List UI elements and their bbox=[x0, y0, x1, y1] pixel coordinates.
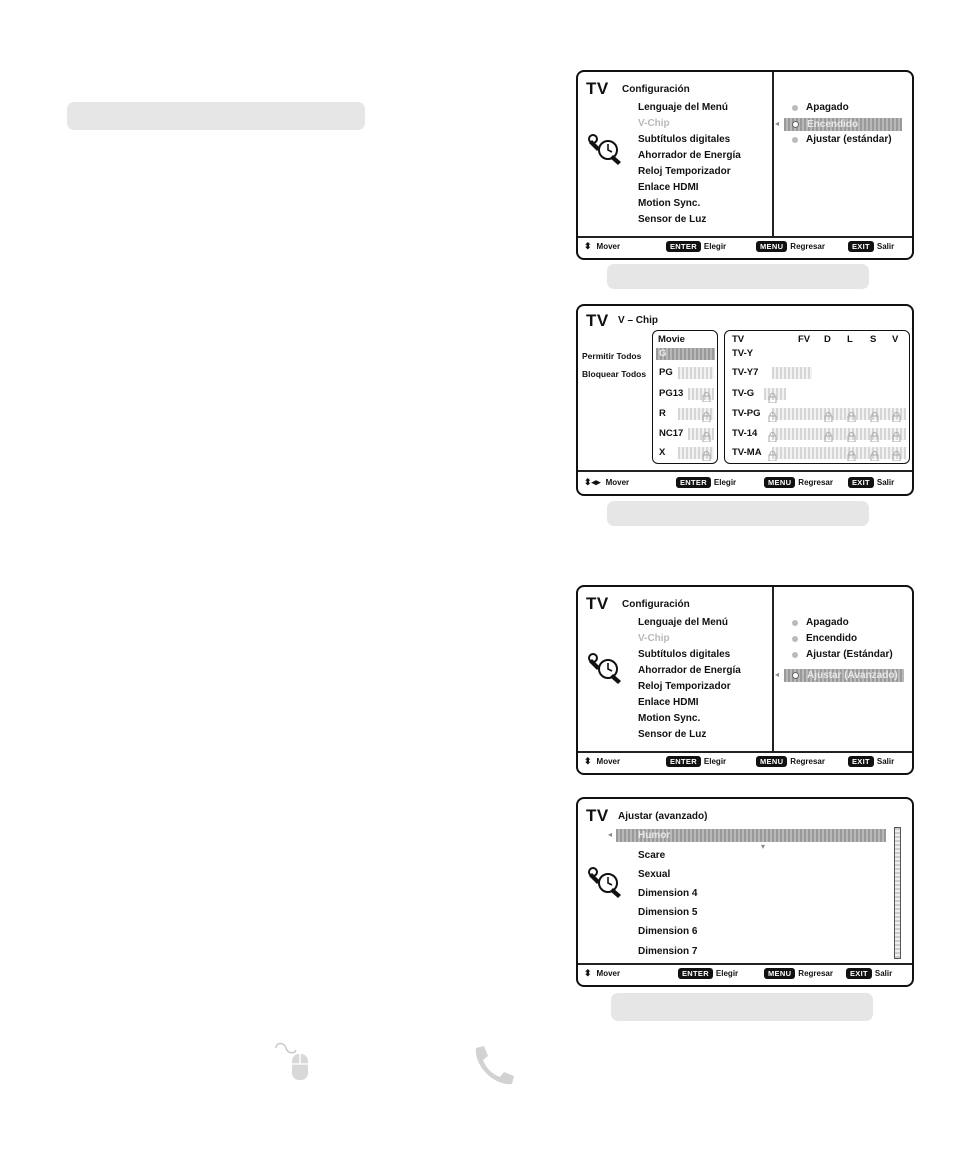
screen-configuracion-2 bbox=[576, 585, 914, 775]
tv-logo: TV bbox=[586, 79, 609, 98]
menu-item-language[interactable]: Lenguaje del Menú bbox=[638, 617, 729, 628]
menu-item-hdmi[interactable]: Enlace HDMI bbox=[638, 697, 699, 708]
footer-back-label: Regresar bbox=[798, 477, 833, 487]
wrench-clock-icon bbox=[588, 865, 624, 901]
footer-move-label: Mover bbox=[605, 477, 630, 487]
menu-item-vchip[interactable]: V-Chip bbox=[638, 633, 670, 644]
footer-exit[interactable] bbox=[848, 477, 894, 488]
option-label: Encendido bbox=[806, 633, 858, 644]
allow-all-button[interactable]: Permitir Todos bbox=[582, 351, 642, 361]
lock-icon bbox=[847, 409, 856, 419]
option-off[interactable] bbox=[792, 102, 849, 113]
hatch-cell bbox=[772, 408, 906, 420]
lock-icon bbox=[870, 448, 879, 458]
menu-title: Configuración bbox=[622, 599, 690, 610]
footer-exit[interactable] bbox=[846, 968, 892, 979]
movie-rating-r[interactable]: R bbox=[659, 408, 666, 419]
menu-item-motion[interactable]: Motion Sync. bbox=[638, 713, 701, 724]
tv-rating-pg[interactable]: TV-PG bbox=[732, 408, 761, 419]
lock-icon bbox=[824, 429, 833, 439]
option-label: Ajustar (Avanzado) bbox=[807, 670, 898, 681]
footer-move-label: Mover bbox=[596, 968, 621, 978]
lock-icon bbox=[702, 429, 711, 439]
menu-title: V – Chip bbox=[618, 315, 659, 326]
caption-bar-1 bbox=[607, 264, 869, 289]
footer-bar bbox=[578, 470, 912, 494]
menu-item-energy[interactable]: Ahorrador de Energía bbox=[638, 665, 741, 676]
caption-bar-top-left bbox=[67, 102, 365, 130]
menu-item-motion[interactable]: Motion Sync. bbox=[638, 198, 701, 209]
lock-icon bbox=[824, 409, 833, 419]
updown-arrows-icon: ⬍ bbox=[584, 240, 592, 251]
option-standard[interactable] bbox=[792, 649, 893, 660]
lock-icon bbox=[870, 429, 879, 439]
left-arrow-icon: ◂ bbox=[608, 830, 613, 839]
option-advanced-selected[interactable] bbox=[784, 669, 904, 682]
menu-item-language[interactable]: Lenguaje del Menú bbox=[638, 102, 729, 113]
footer-move-label: Mover bbox=[596, 756, 621, 766]
tv-logo: TV bbox=[586, 594, 609, 613]
menu-item-vchip[interactable]: V-Chip bbox=[638, 118, 670, 129]
exit-key: EXIT bbox=[848, 756, 874, 767]
footer-menu[interactable] bbox=[764, 968, 833, 979]
footer-select-label: Elegir bbox=[703, 241, 727, 251]
movie-rating-pg13[interactable]: PG13 bbox=[659, 388, 684, 399]
radio-icon bbox=[792, 652, 798, 658]
footer-menu[interactable] bbox=[764, 477, 833, 488]
menu-key: MENU bbox=[764, 477, 795, 488]
menu-item-timer[interactable]: Reloj Temporizador bbox=[638, 681, 731, 692]
wrench-clock-icon bbox=[588, 651, 624, 687]
hatch-cell bbox=[772, 367, 812, 379]
exit-key: EXIT bbox=[846, 968, 872, 979]
radio-icon bbox=[792, 105, 798, 111]
option-label: Apagado bbox=[806, 102, 849, 113]
tv-rating-14[interactable]: TV-14 bbox=[732, 428, 758, 439]
option-label: Ajustar (estándar) bbox=[806, 134, 892, 145]
tv-rating-y7[interactable]: TV-Y7 bbox=[732, 367, 759, 378]
hatch-cell bbox=[772, 447, 906, 459]
menu-item-timer[interactable]: Reloj Temporizador bbox=[638, 166, 731, 177]
radio-icon bbox=[792, 636, 798, 642]
enter-key: ENTER bbox=[676, 477, 711, 488]
enter-key: ENTER bbox=[666, 241, 701, 252]
footer-move bbox=[584, 969, 620, 978]
phone-icon bbox=[470, 1044, 516, 1090]
tv-rating-y[interactable]: TV-Y bbox=[732, 348, 754, 359]
lock-icon bbox=[768, 448, 777, 458]
updown-arrows-icon: ⬍ bbox=[584, 755, 592, 766]
menu-item-light[interactable]: Sensor de Luz bbox=[638, 729, 707, 740]
list-item-dim5[interactable]: Dimension 5 bbox=[638, 907, 698, 918]
updown-arrows-icon: ⬍ bbox=[584, 967, 592, 978]
list-item-scare[interactable]: Scare bbox=[638, 850, 666, 861]
movie-rating-nc17[interactable]: NC17 bbox=[659, 428, 684, 439]
footer-bar bbox=[578, 961, 912, 985]
movie-rating-pg[interactable]: PG bbox=[659, 367, 673, 378]
footer-select-label: Elegir bbox=[703, 756, 727, 766]
footer-menu[interactable] bbox=[756, 756, 825, 767]
tv-logo: TV bbox=[586, 806, 609, 825]
option-on[interactable] bbox=[792, 633, 857, 644]
caption-bar-2 bbox=[607, 501, 869, 526]
menu-key: MENU bbox=[756, 241, 787, 252]
lock-icon bbox=[702, 448, 711, 458]
col-l: L bbox=[847, 334, 853, 345]
arrows-icon: ⬍◂▸ bbox=[584, 476, 601, 487]
radio-icon bbox=[792, 672, 799, 679]
lock-icon bbox=[768, 390, 777, 400]
enter-key: ENTER bbox=[678, 968, 713, 979]
option-on-selected[interactable] bbox=[784, 118, 902, 131]
tv-rating-g[interactable]: TV-G bbox=[732, 388, 755, 399]
radio-icon bbox=[792, 620, 798, 626]
list-item-humor-selected[interactable] bbox=[616, 829, 886, 842]
lock-icon bbox=[892, 409, 901, 419]
lock-icon bbox=[702, 389, 711, 399]
menu-item-subtitles[interactable]: Subtítulos digitales bbox=[638, 649, 731, 660]
screen-ajustar-avanzado bbox=[576, 797, 914, 987]
list-item-dim4[interactable]: Dimension 4 bbox=[638, 888, 698, 899]
footer-back-label: Regresar bbox=[798, 968, 833, 978]
hatch-cell bbox=[678, 367, 714, 379]
screen-vchip bbox=[576, 304, 914, 496]
movie-rating-x[interactable]: X bbox=[659, 447, 666, 458]
footer-exit-label: Salir bbox=[876, 477, 895, 487]
footer-enter[interactable] bbox=[666, 241, 726, 252]
option-adjust[interactable] bbox=[792, 134, 892, 145]
lock-icon bbox=[870, 409, 879, 419]
left-arrow-icon: ◂ bbox=[775, 119, 780, 128]
block-all-button[interactable]: Bloquear Todos bbox=[582, 369, 647, 379]
lock-icon bbox=[892, 448, 901, 458]
option-label: Apagado bbox=[806, 617, 849, 628]
menu-item-light[interactable]: Sensor de Luz bbox=[638, 214, 707, 225]
list-item-dim6[interactable]: Dimension 6 bbox=[638, 926, 698, 937]
lock-icon bbox=[768, 409, 777, 419]
menu-item-hdmi[interactable]: Enlace HDMI bbox=[638, 182, 699, 193]
exit-key: EXIT bbox=[848, 241, 874, 252]
movie-header: Movie bbox=[658, 334, 685, 345]
footer-bar bbox=[578, 234, 912, 258]
movie-rating-g[interactable]: G bbox=[659, 348, 667, 359]
col-fv: FV bbox=[798, 334, 811, 345]
tv-header: TV bbox=[732, 334, 745, 345]
radio-icon bbox=[792, 137, 798, 143]
footer-move bbox=[584, 242, 620, 251]
footer-exit[interactable] bbox=[848, 756, 894, 767]
menu-key: MENU bbox=[764, 968, 795, 979]
footer-menu[interactable] bbox=[756, 241, 825, 252]
footer-select-label: Elegir bbox=[715, 968, 739, 978]
menu-title: Configuración bbox=[622, 84, 690, 95]
tv-rating-ma[interactable]: TV-MA bbox=[732, 447, 762, 458]
list-item-sexual[interactable]: Sexual bbox=[638, 869, 671, 880]
footer-exit-label: Salir bbox=[876, 756, 895, 766]
footer-move bbox=[584, 478, 629, 487]
list-item-label: Humor bbox=[638, 830, 671, 841]
footer-exit[interactable] bbox=[848, 241, 894, 252]
down-arrow-icon: ▾ bbox=[761, 842, 766, 851]
wrench-clock-icon bbox=[588, 132, 624, 168]
panel-divider bbox=[772, 587, 774, 751]
col-s: S bbox=[870, 334, 877, 345]
lock-icon bbox=[892, 429, 901, 439]
footer-move bbox=[584, 757, 620, 766]
lock-icon bbox=[702, 409, 711, 419]
footer-exit-label: Salir bbox=[876, 241, 895, 251]
option-label: Encendido bbox=[807, 119, 859, 130]
radio-icon bbox=[792, 121, 799, 128]
footer-enter[interactable] bbox=[676, 477, 736, 488]
exit-key: EXIT bbox=[848, 477, 874, 488]
footer-select-label: Elegir bbox=[713, 477, 737, 487]
footer-enter[interactable] bbox=[666, 756, 726, 767]
mouse-icon bbox=[272, 1040, 312, 1084]
col-d: D bbox=[824, 334, 831, 345]
footer-enter[interactable] bbox=[678, 968, 738, 979]
footer-exit-label: Salir bbox=[874, 968, 893, 978]
tv-logo: TV bbox=[586, 311, 609, 330]
menu-title: Ajustar (avanzado) bbox=[618, 811, 708, 822]
option-label: Ajustar (Estándar) bbox=[806, 649, 893, 660]
lock-icon bbox=[847, 429, 856, 439]
footer-move-label: Mover bbox=[596, 241, 621, 251]
left-arrow-icon: ◂ bbox=[775, 670, 780, 679]
menu-key: MENU bbox=[756, 756, 787, 767]
lock-icon bbox=[768, 429, 777, 439]
menu-item-subtitles[interactable]: Subtítulos digitales bbox=[638, 134, 731, 145]
screen-configuracion-1 bbox=[576, 70, 914, 260]
scrollbar[interactable] bbox=[894, 827, 901, 959]
hatch-cell bbox=[772, 428, 906, 440]
footer-back-label: Regresar bbox=[790, 241, 825, 251]
list-item-dim7[interactable]: Dimension 7 bbox=[638, 946, 698, 957]
footer-bar bbox=[578, 749, 912, 773]
panel-divider bbox=[772, 72, 774, 236]
menu-item-energy[interactable]: Ahorrador de Energía bbox=[638, 150, 741, 161]
option-off[interactable] bbox=[792, 617, 849, 628]
enter-key: ENTER bbox=[666, 756, 701, 767]
caption-bar-3 bbox=[611, 993, 873, 1021]
lock-icon bbox=[847, 448, 856, 458]
footer-back-label: Regresar bbox=[790, 756, 825, 766]
col-v: V bbox=[892, 334, 899, 345]
